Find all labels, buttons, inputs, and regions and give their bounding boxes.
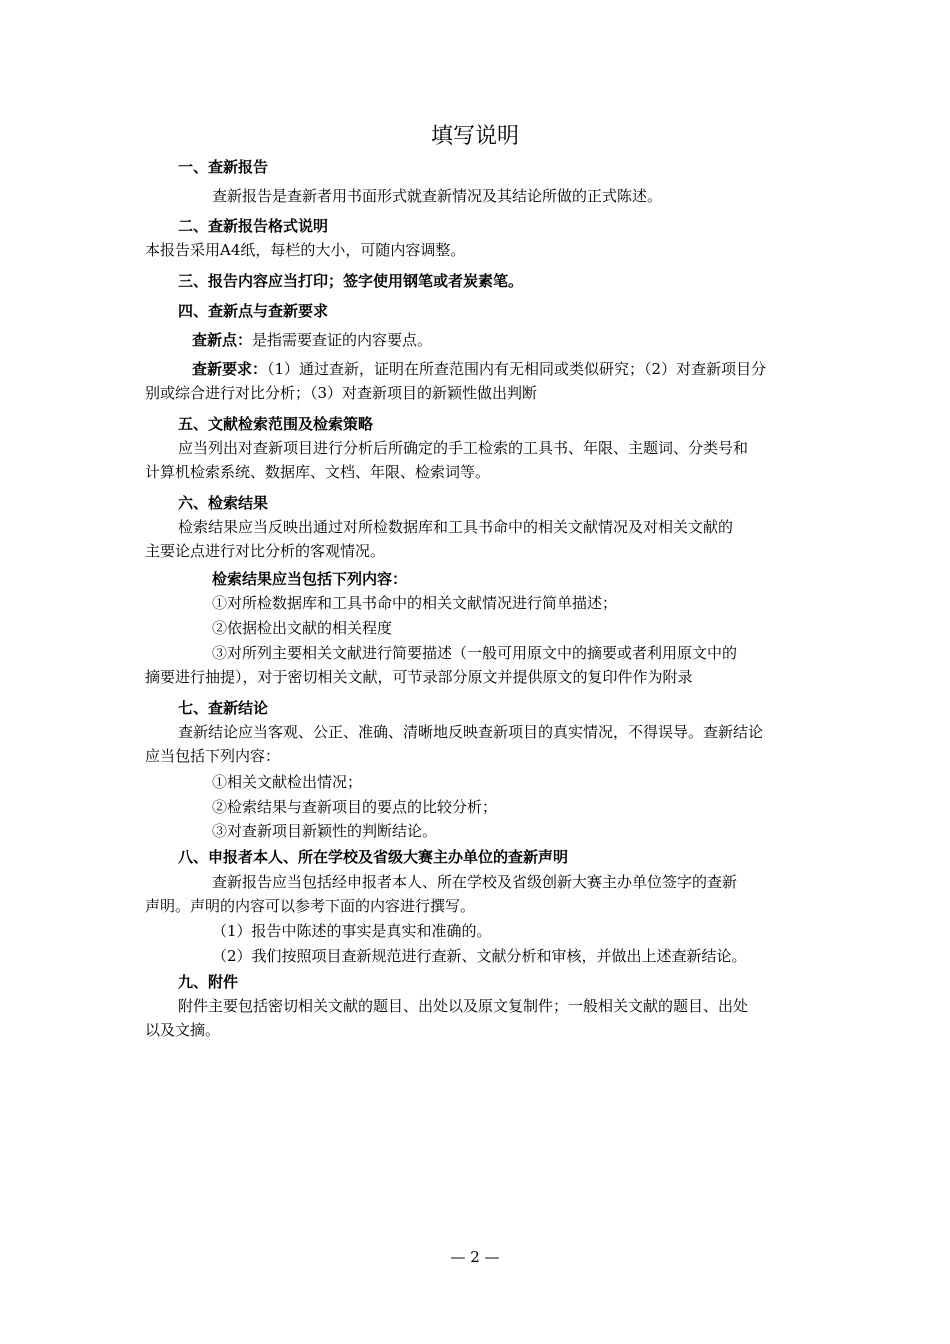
section-5-line-2: 计算机检索系统、数据库、文档、年限、检索词等。 (145, 463, 491, 481)
section-6-line-2: 主要论点进行对比分析的客观情况。 (145, 542, 386, 560)
section-1-body: 查新报告是查新者用书面形式就查新情况及其结论所做的正式陈述。 (212, 187, 663, 205)
section-4-requirement-line-2: 别或综合进行对比分析；（3）对查新项目的新颖性做出判断 (145, 384, 538, 402)
section-8-line-1: 查新报告应当包括经申报者本人、所在学校及省级创新大赛主办单位签字的查新 (212, 873, 738, 891)
page-title: 填写说明 (430, 124, 519, 149)
section-7-heading: 七、查新结论 (178, 699, 269, 717)
section-4-requirement-line-1 (192, 359, 810, 379)
section-7-line-2: 应当包括下列内容： (145, 747, 281, 765)
section-9-line-2: 以及文摘。 (145, 1021, 221, 1039)
section-5-line-1: 应当列出对查新项目进行分析后所确定的手工检索的工具书、年限、主题词、分类号和 (178, 439, 749, 457)
section-7-item-1: ①相关文献检出情况； (212, 773, 363, 791)
point-text: 是指需要查证的内容要点。 (252, 331, 433, 349)
section-6-item-1: ①对所检数据库和工具书命中的相关文献情况进行简单描述； (212, 594, 618, 612)
point-label: 查新点： (192, 331, 253, 349)
section-5-heading: 五、文献检索范围及检索策略 (178, 415, 374, 433)
section-2-body: 本报告采用A4纸，每栏的大小，可随内容调整。 (145, 241, 466, 259)
section-6-line-1: 检索结果应当反映出通过对所检数据库和工具书命中的相关文献情况及对相关文献的 (178, 518, 734, 536)
page-number: — 2 — (450, 1248, 500, 1266)
section-4-point (192, 330, 857, 350)
section-4-heading: 四、查新点与查新要求 (178, 302, 329, 320)
section-8-item-1: （1）报告中陈述的事实是真实和准确的。 (212, 922, 492, 940)
requirement-label: 查新要求： (192, 360, 268, 378)
section-8-line-2: 声明。声明的内容可以参考下面的内容进行撰写。 (145, 897, 476, 915)
section-6-item-2: ②依据检出文献的相关程度 (212, 619, 393, 637)
section-7-item-3: ③对查新项目新颖性的判断结论。 (212, 822, 438, 840)
section-8-item-2: （2）我们按照项目查新规范进行查新、文献分析和审核，并做出上述查新结论。 (212, 947, 747, 965)
section-7-item-2: ②检索结果与查新项目的要点的比较分析； (212, 798, 498, 816)
section-7-line-1: 查新结论应当客观、公正、准确、清晰地反映查新项目的真实情况，不得误导。查新结论 (178, 723, 764, 741)
section-2-heading: 二、查新报告格式说明 (178, 217, 329, 235)
section-6-subheading: 检索结果应当包括下列内容： (212, 570, 408, 588)
section-9-line-1: 附件主要包括密切相关文献的题目、出处以及原文复制件；一般相关文献的题目、出处 (178, 997, 749, 1015)
section-6-item-3-line-2: 摘要进行抽提），对于密切相关文献，可节录部分原文并提供原文的复印件作为附录 (145, 668, 693, 686)
section-3-heading: 三、报告内容应当打印；签字使用钢笔或者炭素笔。 (178, 272, 524, 290)
section-6-heading: 六、检索结果 (178, 494, 269, 512)
requirement-text: （1）通过查新，证明在所查范围内有无相同或类似研究；（2）对查新项目分 (267, 360, 767, 378)
section-1-heading: 一、查新报告 (178, 158, 269, 176)
section-6-item-3-line-1: ③对所列主要相关文献进行简要描述（一般可用原文中的摘要或者利用原文中的 (212, 644, 738, 662)
section-8-heading: 八、申报者本人、所在学校及省级大赛主办单位的查新声明 (178, 848, 569, 866)
section-9-heading: 九、附件 (178, 973, 239, 991)
